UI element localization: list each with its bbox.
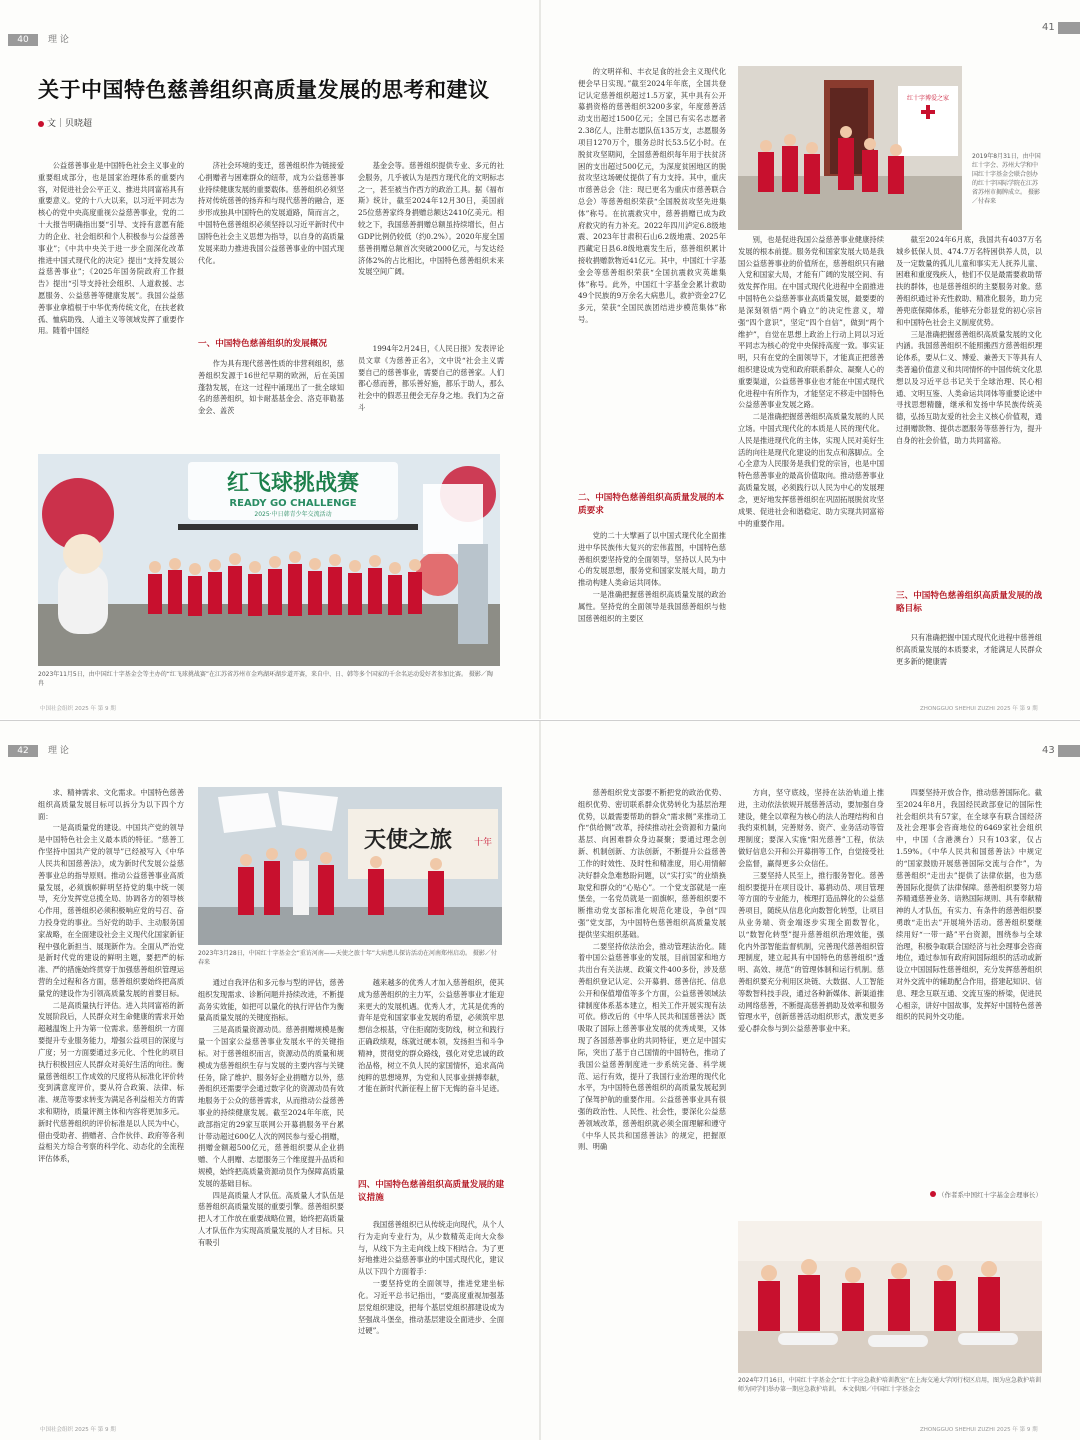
column-10 <box>578 787 726 1402</box>
photo-angel-journey-art <box>198 787 502 945</box>
photo-caption-run <box>38 670 500 688</box>
spread-pages-40-41 <box>0 0 1080 719</box>
caption-text: 2019年8月31日，由中国红十字会、苏州大学和中国红十字基金会联合创办的红十字国际学院在江苏省苏州市揭牌成立。 <box>972 153 1041 196</box>
photo-first-aid-training <box>738 1221 1042 1373</box>
paragraph: 二是准确把握慈善组织高质量发展的人民立场。中国式现代化的本质是人民的现代化。人民是推进现代化的主体，实现人民对美好生活的向往是现代化建设的出发点和落脚点。全心全意为人民服务是我们党的宗旨，也是中国特色慈善事业的最高价值取向。推动慈善事业高质量发展，必须践行以人民为中心的发展理念，更好地发挥慈善组织在巩固拓展脱贫攻坚成果、促进社会和谐稳定、助力实现共同富裕中的重要作用。 <box>738 412 884 528</box>
footer-right: ZHONGGUO SHEHUI ZUZHI 2025 年 第 9 期 <box>920 706 1038 712</box>
column-3 <box>358 160 504 340</box>
column-6-continued <box>896 632 1042 680</box>
section-heading-3: 三、中国特色慈善组织高质量发展的战略目标 <box>896 591 1043 614</box>
photo-caption-training <box>738 1376 1042 1394</box>
section-label: 理 论 <box>48 35 69 45</box>
paragraph: 截至2024年6月底，我国共有4037万名城乡低保人员、474.7万名特困供养人员，以及一定数量的孤儿儿童和事实无人抚养儿童、困难和重度残疾人，他们不仅是最需要救助帮扶的群体，也是慈善组织的主要服务对象。慈善组织通过补充性救助、精准化服务，助力完善兜底保障体系，能够充分彰显党的初心宗旨和中国特色社会主义制度优势。 <box>896 235 1042 327</box>
caption-text: 2024年7月16日，中国红十字基金会“红十字应急救护培训教室”在上海交通大学闵行校区启用，图为应急救护培训师为同学们举办第一期应急救护培训。 <box>738 1377 1041 1393</box>
paragraph: 别，也是促进我国公益慈善事业健康持续发展的根本前提。服务党和国家发展大局是我国公益慈善事业的价值所在，慈善组织只有融入党和国家大局，才能有广阔的发展空间、有效发挥作用。在中国式现代化进程中全面推进中国特色公益慈善事业高质量发展，最要要的是深刻领悟“两个确立”的决定性意义，增强“四个意识”，坚定“四个自信”，做到“两个维护”，自觉在思想上政治上行动上同以习近平同志为核心的党中央保持高度一致。事实证明，只有在党的全面领导下，才能真正把慈善组织建设成为党和政府联系群众、凝聚人心的重要渠道，公益慈善事业也才能在中国式现代化进程中有所作为，才能坚定不移走中国特色公益慈善事业发展之路。 <box>738 235 884 410</box>
angel-sign-sub: 十年 <box>473 838 493 848</box>
gutter <box>539 0 541 719</box>
photo-red-ball-challenge-art <box>38 454 500 666</box>
column-1 <box>38 160 184 445</box>
paragraph: 一要坚持党的全面领导，推进党建坐标化。习近平总书记指出，“要高度重视加强基层党组织建设，把每个基层党组织都建设成为坚强战斗堡垒，推动基层建设全面进步、全面过硬”。 <box>358 1279 504 1336</box>
paragraph: 三是高质量资源动员。慈善捐赠规模是衡量一个国家公益慈善事业发展水平的关键指标。对于慈善组织而言，资源动员的质量和规模成为慈善组织生存与发展的主要内容与关键任务，除了维护、服务好企业捐赠方以外，慈善组织还需要学会通过数字化的资源动员有效地服务于公众的慈善需求，从而推动公益慈善事业的持续健康发展。截至2024年年底，民政部指定的29家互联网公开募捐服务平台累计带动超过600亿人次的网民参与爱心捐赠，捐赠金额超500亿元，慈善组织要从企业捐赠、个人捐赠、志愿服务三个维度提升品质和规模，始终把高质量资源动员作为保障高质量发展的基础目标。 <box>198 1025 344 1188</box>
paragraph: 的文明祥和、丰衣足食的社会主义现代化便会早日实现。”截至2024年年底，全国共登记认定慈善组织超过1.5万家，其中具有公开募捐资格的慈善组织3200多家，年度慈善活动支出超过1500亿元；全国已有实名志愿者2.38亿人，注册志愿队伍135万支，志愿服务项目1270万个，服务总时长53.5亿小时。在脱贫攻坚期间，全国慈善组织每年用于扶贫济困的支出超过500亿元，为深度贫困地区的脱贫攻坚这场硬仗提供了有力支持。其中，重庆市慈善总会（注：现已更名为重庆市慈善联合总会）等慈善组织荣获“全国脱贫攻坚先进集体”称号。在抗震救灾中，慈善捐赠已成为政府救灾的有力补充。2022年四川泸定6.8级地震、2023年甘肃积石山6.2级地震、2025年西藏定日县6.8级地震发生后，慈善组织累计接收捐赠款物近41亿元。其中，中国红十字基金会等慈善组织荣获“全国抗震救灾英雄集体”称号。此外，中国红十字基金会累计救助49个民族的9万余名大病患儿，救护资金27亿多元，荣获“全国民族团结进步模范集体”称号。 <box>578 67 726 325</box>
photo-red-cross-house <box>738 66 962 230</box>
column-4-continued <box>578 530 726 680</box>
photo-first-aid-training-art <box>738 1221 1042 1373</box>
section-heading-1: 一、中国特色慈善组织的发展概况 <box>198 339 327 349</box>
caption-credit: 摄影／陶 冉 <box>38 671 493 687</box>
paragraph: 方向，坚守底线，坚持在法治轨道上推进，主动依法依规开展慈善活动，要加强自身建设，健全以章程为核心的法人治理结构和自我约束机制，完善财务、资产、业务活动等管理制度；要深入实施“阳光慈善”工程，依法做好信息公开和公开募捐等工作，自觉接受社会监督，赢得更多公众信任。 <box>738 788 884 868</box>
footer-left: 中国社会组织 2025 年 第 9 期 <box>40 1427 116 1433</box>
paragraph: 基金会等。慈善组织提供专业、多元的社会服务，几乎被认为是西方现代化的文明标志之一，甚至被当作西方的政治工具。据《福布斯》统计，截至2024年12月30日，美国前25位慈善家终身捐赠总额达2410亿美元。相较之下，我国慈善捐赠总额虽持续增长，但占GDP比例仍较低（约0.2%）。2020年度全国慈善捐赠总额首次突破2000亿元，与发达经济体2%的占比相比，中国特色慈善组织未来发展空间广阔。 <box>358 161 504 277</box>
column-6 <box>896 234 1042 579</box>
photo-banner-sub: READY GO CHALLENGE <box>229 498 357 509</box>
column-3-continued <box>358 343 504 448</box>
photo-red-ball-challenge <box>38 454 500 666</box>
paragraph: 四要坚持开放合作，推动慈善国际化。截至2024年8月，我国经民政部登记的国际性社会组织共有57家，在全球享有联合国经济及社会理事会咨商地位的6469家社会组织中，中国（含港澳台）只有103家，仅占1.59%。《中华人民共和国慈善法》中规定的“国家鼓励开展慈善国际交流与合作”，为慈善组织“走出去”提供了法律依据，也为慈善国际化提供了法律保障。慈善组织要努力培养精通慈善业务、谙熟国际规则、具有奉献精神的人才队伍，有实力、有条件的慈善组织要勇敢“走出去”开展境外活动。慈善组织要继续用好“一带一路”平台资源，围绕参与全球治理，积极争取联合国经济与社会理事会咨商地位，通过参加有政府间国际组织的活动或新设立中国国际性慈善组织，充分发挥慈善组织对外交流中的辅助配合作用，搭建起知识、信息、理念互联互通、交流互鉴的桥梁，促进民心相亲，讲好中国故事，发挥好中国特色慈善组织的民间外交功能。 <box>896 788 1042 1022</box>
paragraph: 越来越多的优秀人才加入慈善组织，使其成为慈善组织的主力军，公益慈善事业才能迎来更大的发展机遇。优秀人才，尤其是优秀的青年是党和国家事业发展的希望，必须筑牢思想信念根基，守住拒腐防变防线，树立和践行正确政绩观，练就过硬本领，发扬担当和斗争精神，贯彻党的群众路线，强化对党忠诚的政治品格，树立不负人民的家国情怀，追求高尚纯粹的思想境界，为党和人民事业拼搏奉献，才能在新时代新征程上留下无悔的奋斗足迹。 <box>358 978 504 1094</box>
paragraph: 党的二十大擘画了以中国式现代化全面推进中华民族伟大复兴的宏伟蓝图，中国特色慈善组织要坚持党的全面领导，坚持以人民为中心的发展思想，服务党和国家发展大局，助力推动构建人类命运共同体。 <box>578 531 726 588</box>
byline-dot-icon <box>38 121 44 127</box>
page-number-41: 41 <box>1042 22 1055 33</box>
section-label: 理 论 <box>48 746 69 756</box>
end-mark-icon <box>930 1191 936 1197</box>
page-number-42: 42 <box>8 745 38 757</box>
paragraph: 一是高质量党的建设。中国共产党的领导是中国特色社会主义最本质的特征。“慈善工作坚持中国共产党的领导”已经被写入《中华人民共和国慈善法》，成为新时代发展公益慈善事业总的指导原则。推动公益慈善事业高质量发展，必须旗帜鲜明坚持党的集中统一领导，充分发挥党总揽全局、协调各方的领导核心作用，慈善组织必须积极响应党的号召、奋力投身党的事业。当好党的助手、主动服务国家战略，在全面建设社会主义现代化国家新征程中强化新担当、展现新作为。全面从严治党是新时代党的建设的鲜明主题，要把严的标准、严的措施始终贯穿于加强慈善组织管理运营的全过程和各方面，慈善组织要始终把高质量党的建设作为引领高质量发展的首要目标。 <box>38 823 184 998</box>
paragraph: 一是准确把握慈善组织高质量发展的政治属性。坚持党的全面领导是我国慈善组织与他国慈善组织的主要区 <box>578 590 726 623</box>
column-7 <box>38 787 184 1402</box>
column-4 <box>578 66 726 476</box>
paragraph: 1994年2月24日，《人民日报》发表评论员文章《为慈善正名》，文中说“社会主义需要自己的慈善事业，需要自己的慈善家。人们都心慈而善，都乐善好施，都乐于助人，那么社会中的假恶丑便会无存身之地。我们为之奋斗 <box>358 344 504 413</box>
column-5 <box>738 234 884 674</box>
column-9-continued <box>358 1219 504 1403</box>
paragraph: 求、精神需求、文化需求。中国特色慈善组织高质量发展目标可以拆分为以下四个方面： <box>38 788 184 821</box>
column-8 <box>198 977 344 1402</box>
page-tab-bar <box>1058 22 1080 34</box>
door-sign-text: 红十字博爱之家 <box>906 95 950 102</box>
paragraph: 四是高质量人才队伍。高质量人才队伍是慈善组织高质量发展的重要引擎。慈善组织要把人才工作放在重要战略位置，始终把高质量人才队伍作为实现高质量发展的人才目标。只有吸引 <box>198 1190 344 1247</box>
column-2 <box>198 160 344 335</box>
photo-caption-door <box>972 152 1042 206</box>
caption-credit: 摄影／付春来 <box>972 189 1040 205</box>
photo-banner-sub2: 2025·中日韩青少年交流活动 <box>254 511 332 518</box>
spread-pages-42-43 <box>0 720 1080 1440</box>
footer-right: ZHONGGUO SHEHUI ZUZHI 2025 年 第 9 期 <box>920 1427 1038 1433</box>
paragraph: 只有准确把握中国式现代化进程中慈善组织高质量发展的本质要求，才能满足人民群众更多新的健康需 <box>896 633 1042 666</box>
section-heading-2: 二、中国特色慈善组织高质量发展的本质要求 <box>578 493 725 516</box>
paragraph: 作为具有现代慈善性质的非营利组织，慈善组织发源于16世纪早期的欧洲，后在美国蓬勃发展，在这一过程中涌现出了一批全球知名的慈善组织，如卡耐基基金会、洛克菲勒基金会、盖茨 <box>198 359 344 416</box>
caption-credit: 摄影／付春来 <box>198 950 497 966</box>
author-note <box>896 1191 1042 1201</box>
angel-sign-text: 天使之旅 <box>363 827 453 853</box>
byline <box>38 116 92 129</box>
paragraph: 二是高质量执行评估。进入共同富裕的新发展阶段后，人民群众对生命健康的需求开始超越温饱上升为第一位需求。慈善组织一方面要提升专业服务能力，增强公益项目的深度与广度；另一方面要通过多元化、个性化的项目执行积极回应人民群众对美好生活的向往。衡量慈善组织工作成效的尺度将从标准化评价转变到满意度评价，要从符合政策、法律、标准、规范等要求转变为满足各利益相关方的需求和期待，质量评测主体和内容将更加多元。新时代慈善组织的评价标准是以人民为中心，借由受助者、捐赠者、合作伙伴、政府等各利益相关方综合考察的科学化、动态化的全流程评估体系， <box>38 1000 184 1164</box>
page-number-40: 40 <box>8 34 38 46</box>
photo-banner-text: 红飞球挑战赛 <box>226 471 360 496</box>
paragraph: 我国慈善组织已从传统走向现代，从个人行为走向专业行为，从少数精英走向大众参与，从线下为主走向线上线下相结合。为了更好地推进公益慈善事业的中国式现代化，建议从以下四个方面着手： <box>358 1220 504 1277</box>
column-9 <box>358 977 504 1172</box>
section-heading-4: 四、中国特色慈善组织高质量发展的建议措施 <box>358 1180 505 1203</box>
page-number-43: 43 <box>1042 745 1055 756</box>
page-tab-bar <box>1058 745 1080 757</box>
paragraph: 济社会环境的变迁，慈善组织作为链接爱心捐赠者与困难群众的纽带，成为公益慈善事业持续健康发展的重要载体。慈善组织必须坚持对传统慈善的扬弃和与现代慈善的融合，逐步形成独具中国特色的发展道路，简而言之，中国特色慈善组织必须坚持以习近平新时代中国特色社会主义思想为指导，以自身的高质量发展来助力推进我国公益慈善事业的中国式现代化。 <box>198 161 344 265</box>
author-note-text: （作者系中国红十字基金会理事长） <box>938 1191 1042 1199</box>
paragraph: 三要坚持人民至上，推行服务智化。慈善组织要提升在项目设计、募捐动员、项目管理等方面的专业能力，梳理打造品牌化的公益慈善项目，随统从信息化向数智化转型，让项目从业务端、资金端逐步实现全面数智化，以“数智化转型”提升慈善组织治理效能，强化内外部智能监督机制，完善现代慈善组织管理制度，建立起具有中国特色的慈善组织“透明、高效、规范”的管理体制和运行机制。慈善组织要充分利用区块链、大数据、人工智能等数智科技手段，通过各种新媒体、新渠道推动网络慈善，不断提高慈善捐助及效率和服务管理水平，创新慈善活动组织形式，激发更多爱心群众参与到公益慈善事业中来。 <box>738 870 884 1034</box>
byline-author: 文｜贝晓超 <box>47 119 93 129</box>
paragraph: 通过自我评估和多元参与型的评估，慈善组织发现需求、诊断问题并持续改进，不断提高务实效能，如把可以量化的执行评估作为衡量高质量发展的关键度指标。 <box>198 978 344 1023</box>
caption-text: 2023年3月28日，中国红十字基金会“重访河南——天使之旅十年”大病患儿探访活动在河南郑州启动。 <box>198 950 471 957</box>
photo-red-cross-house-art <box>738 66 962 230</box>
paragraph: 公益慈善事业是中国特色社会主义事业的重要组成部分，也是国家治理体系的重要内容，对促进社会公平正义、推进共同富裕具有重要意义。党的十八大以来，以习近平同志为核心的党中央高度重视公益慈善事业，党的二十大报告明确指出要“引导、支持有意愿有能力的企业、社会组织和个人积极参与公益慈善事业”；《中共中央关于进一步全面深化改革 推进中国式现代化的决定》提出“支持发展公益慈善事业”；《2025年国务院政府工作报告》提出“引导支持社会组织、人道救援、志愿服务、公益慈善等健康发展”。我国公益慈善事业拿植根于中华优秀传统文化，在扶老救孤、恤病助残、人道主义等领域发挥了重要作用。随着中国经 <box>38 161 184 336</box>
article-title: 关于中国特色慈善组织高质量发展的思考和建议 <box>38 78 490 102</box>
paragraph: 三是准确把握慈善组织高质量发展的文化内涵。我国慈善组织不能照搬西方慈善组织理论体系，要从仁义、博爱、兼善天下等具有人类普遍价值意义和共同情怀的中国传统文化思想以及习近平总书记关于全球治理、民心相通、文明互鉴、人类命运共同体等重要论述中寻找思想精髓，继承和发扬中华民族传统美德，弘扬互助友爱的社会主义核心价值观，通过捐赠款物、提供志愿服务等慈善行为，提升自身的社会价值，助力共同富裕。 <box>896 329 1042 445</box>
caption-credit: 本文供图／中国红十字基金会 <box>841 1386 920 1393</box>
photo-caption-flag <box>198 949 502 967</box>
column-11 <box>738 787 884 1217</box>
footer-left: 中国社会组织 2025 年 第 9 期 <box>40 706 116 712</box>
column-2-continued <box>198 358 344 448</box>
photo-angel-journey <box>198 787 502 945</box>
paragraph: 慈善组织党支部要不断把党的政治优势、组织优势、密切联系群众优势转化为基层治理优势，以最需要帮助的群众“需求侧”来推动工作“供给侧”改革，持续推动社会资源和力量向基层、向困难群众身边凝聚；要通过理念创新、机制创新、方法创新，不断提升公益慈善工作的时效性、及时性和精准度，用心用情解决好群众急难愁盼问题，以“实打实”的业绩换取党和群众的“心贴心”。一个党支部就是一座堡垒，一名党员就是一面旗帜，慈善组织要不断推动党支部标准化规范化建设，争创“四强”党支部，为中国特色慈善组织高质量发展提供坚实组织基础。 <box>578 788 726 939</box>
gutter <box>539 721 541 1440</box>
caption-text: 2023年11月5日，由中国红十字基金会等主办的“红飞球挑战赛”在江苏省苏州市金鸡湖环湖步道开赛，来自中、日、韩等多个国家的千余名运动爱好者参加比赛。 <box>38 671 467 678</box>
column-12 <box>896 787 1042 1187</box>
paragraph: 二要坚持依法治会，推动管理法治化。随着中国公益慈善事业的发展，目前国家和地方共出台有关法规、政策文件400多份，涉及慈善组织登记认定、公开募捐、慈善信托、信息公开和保值增值等多个方面，公益慈善领域法律制度体系基本建立，相关工作开展实现有法可依。修改后的《中华人民共和国慈善法》既吸取了国际上慈善事业发展的优秀成果，又体现了各国慈善事业的共同特征，更立足中国实际，突出了基于自己国情的中国特色，推动了我国公益慈善制度进一步系统完备、科学规范、运行有效，提升了我国行业治理的现代化水平，为中国特色慈善组织的高质量发展起到了保驾护航的重要作用。公益慈善事业具有很强的政治性、人民性、社会性，要深化公益慈善领域改革，慈善组织就必须全面理解和遵守《中华人民共和国慈善法》的规定，把握原则、明确 <box>578 941 726 1152</box>
